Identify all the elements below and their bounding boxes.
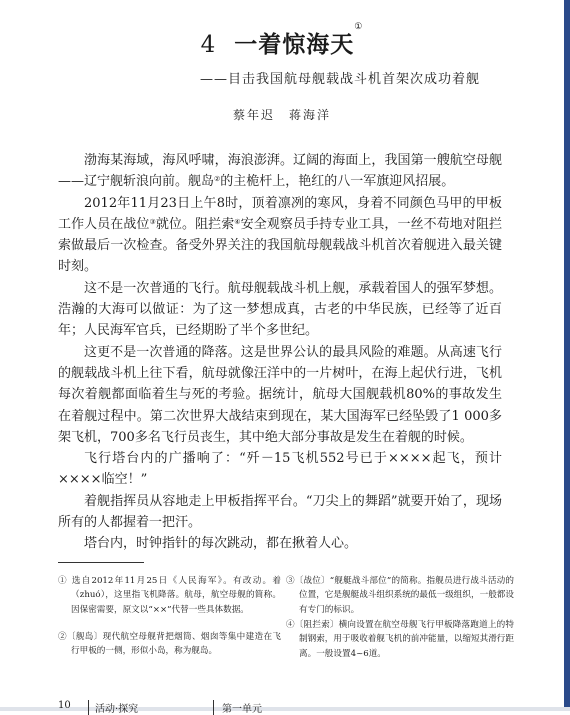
footnote-3: ③〔战位〕“舰艇战斗部位”的简称。指舰员进行战斗活动的位置，它是舰艇战斗组织系统的最低一级组织，一般都设有专门的标识。 [286,576,514,615]
page-number: 10 [58,700,71,711]
paragraph: 2012年11月23日上午8时，顶着凛冽的寒风，身着不同颜色马甲的甲板工作人员在战位③就位。阻拦索④安全观察员手持专业工具，一丝不苟地对阻拦索做最后一次检查。备受外界关注的我国航母舰载战斗机首次着舰进入最关键时刻。 [58,195,502,275]
footnote-2: ②〔舰岛〕现代航空母舰背把烟筒、烟囱等集中建造在飞行甲板的一侧，形似小岛，称为舰岛。 [58,632,281,657]
footer-section: 活动·探究 [88,700,138,715]
footnote-4: ④〔阻拦索〕横向设置在航空母舰飞行甲板降落跑道上的特制钢索，用于吸收着舰飞机的前冲能量，以缩短其滑行距离。一般设置4~6道。 [286,620,514,659]
chapter-title [0,22,564,59]
footnote-divider [58,562,144,563]
paragraph: 这不是一次普通的飞行。航母舰载战斗机上舰，承载着国人的强军梦想。浩瀚的大海可以做证：为了这一梦想成真，古老的中华民族，已经等了近百年；人民海军官兵，已经期盼了半个多世纪。 [58,280,502,339]
footer-unit: 第一单元 [213,700,262,715]
chapter-title-text: 一着惊海天 [234,31,355,58]
article-body [58,150,502,555]
paragraph: 这更不是一次普通的降落。这是世界公认的最具风险的难题。从高速飞行的舰载战斗机上往下看，航母就像汪洋中的一片树叶，在海上起伏行进，飞机每次着舰都面临着生与死的考验。据统计，航母大国舰载机80%的事故发生在着舰过程中。第二次世界大战结束到现在，某大国海军已经坠毁了1 000多架飞机，700多名飞行员丧生，其中绝大部分事故是发生在着舰的时候。 [58,344,502,445]
paragraph: 着舰指挥员从容地走上甲板指挥平台。“刀尖上的舞蹈”就要开始了，现场所有的人都握着一把汗。 [58,493,502,531]
authors: 蔡年迟 蒋海洋 [232,108,331,122]
page-edge-bottom [0,707,570,711]
page-edge-right [564,0,570,711]
footnote-marker: ② [214,175,221,184]
footnote-1: ① 选自2012年11月25日《人民海军》。有改动。着（zhuó），这里指飞机降落。航母，航空母舰的简称。因保密需要，原文以“××”代替一些具体数据。 [58,576,281,615]
footnote-marker: ③ [149,217,156,226]
paragraph: 飞行塔台内的广播响了：“歼－15飞机552号已于××××起飞，预计××××临空！” [58,451,502,488]
paragraph: 渤海某海域，海风呼啸，海浪澎湃。辽阔的海面上，我国第一艘航空母舰——辽宁舰斩浪向前。舰岛②的主桅杆上，艳红的八一军旗迎风招展。 [58,153,502,190]
paragraph: 塔台内，时钟指针的每次跳动，都在揪着人心。 [84,536,358,552]
footnote-marker: ④ [234,217,241,226]
title-footnote-marker: ① [354,22,364,32]
chapter-subtitle: ——目击我国航母舰载战斗机首架次成功着舰 [200,72,481,87]
chapter-number: 4 [200,32,217,58]
